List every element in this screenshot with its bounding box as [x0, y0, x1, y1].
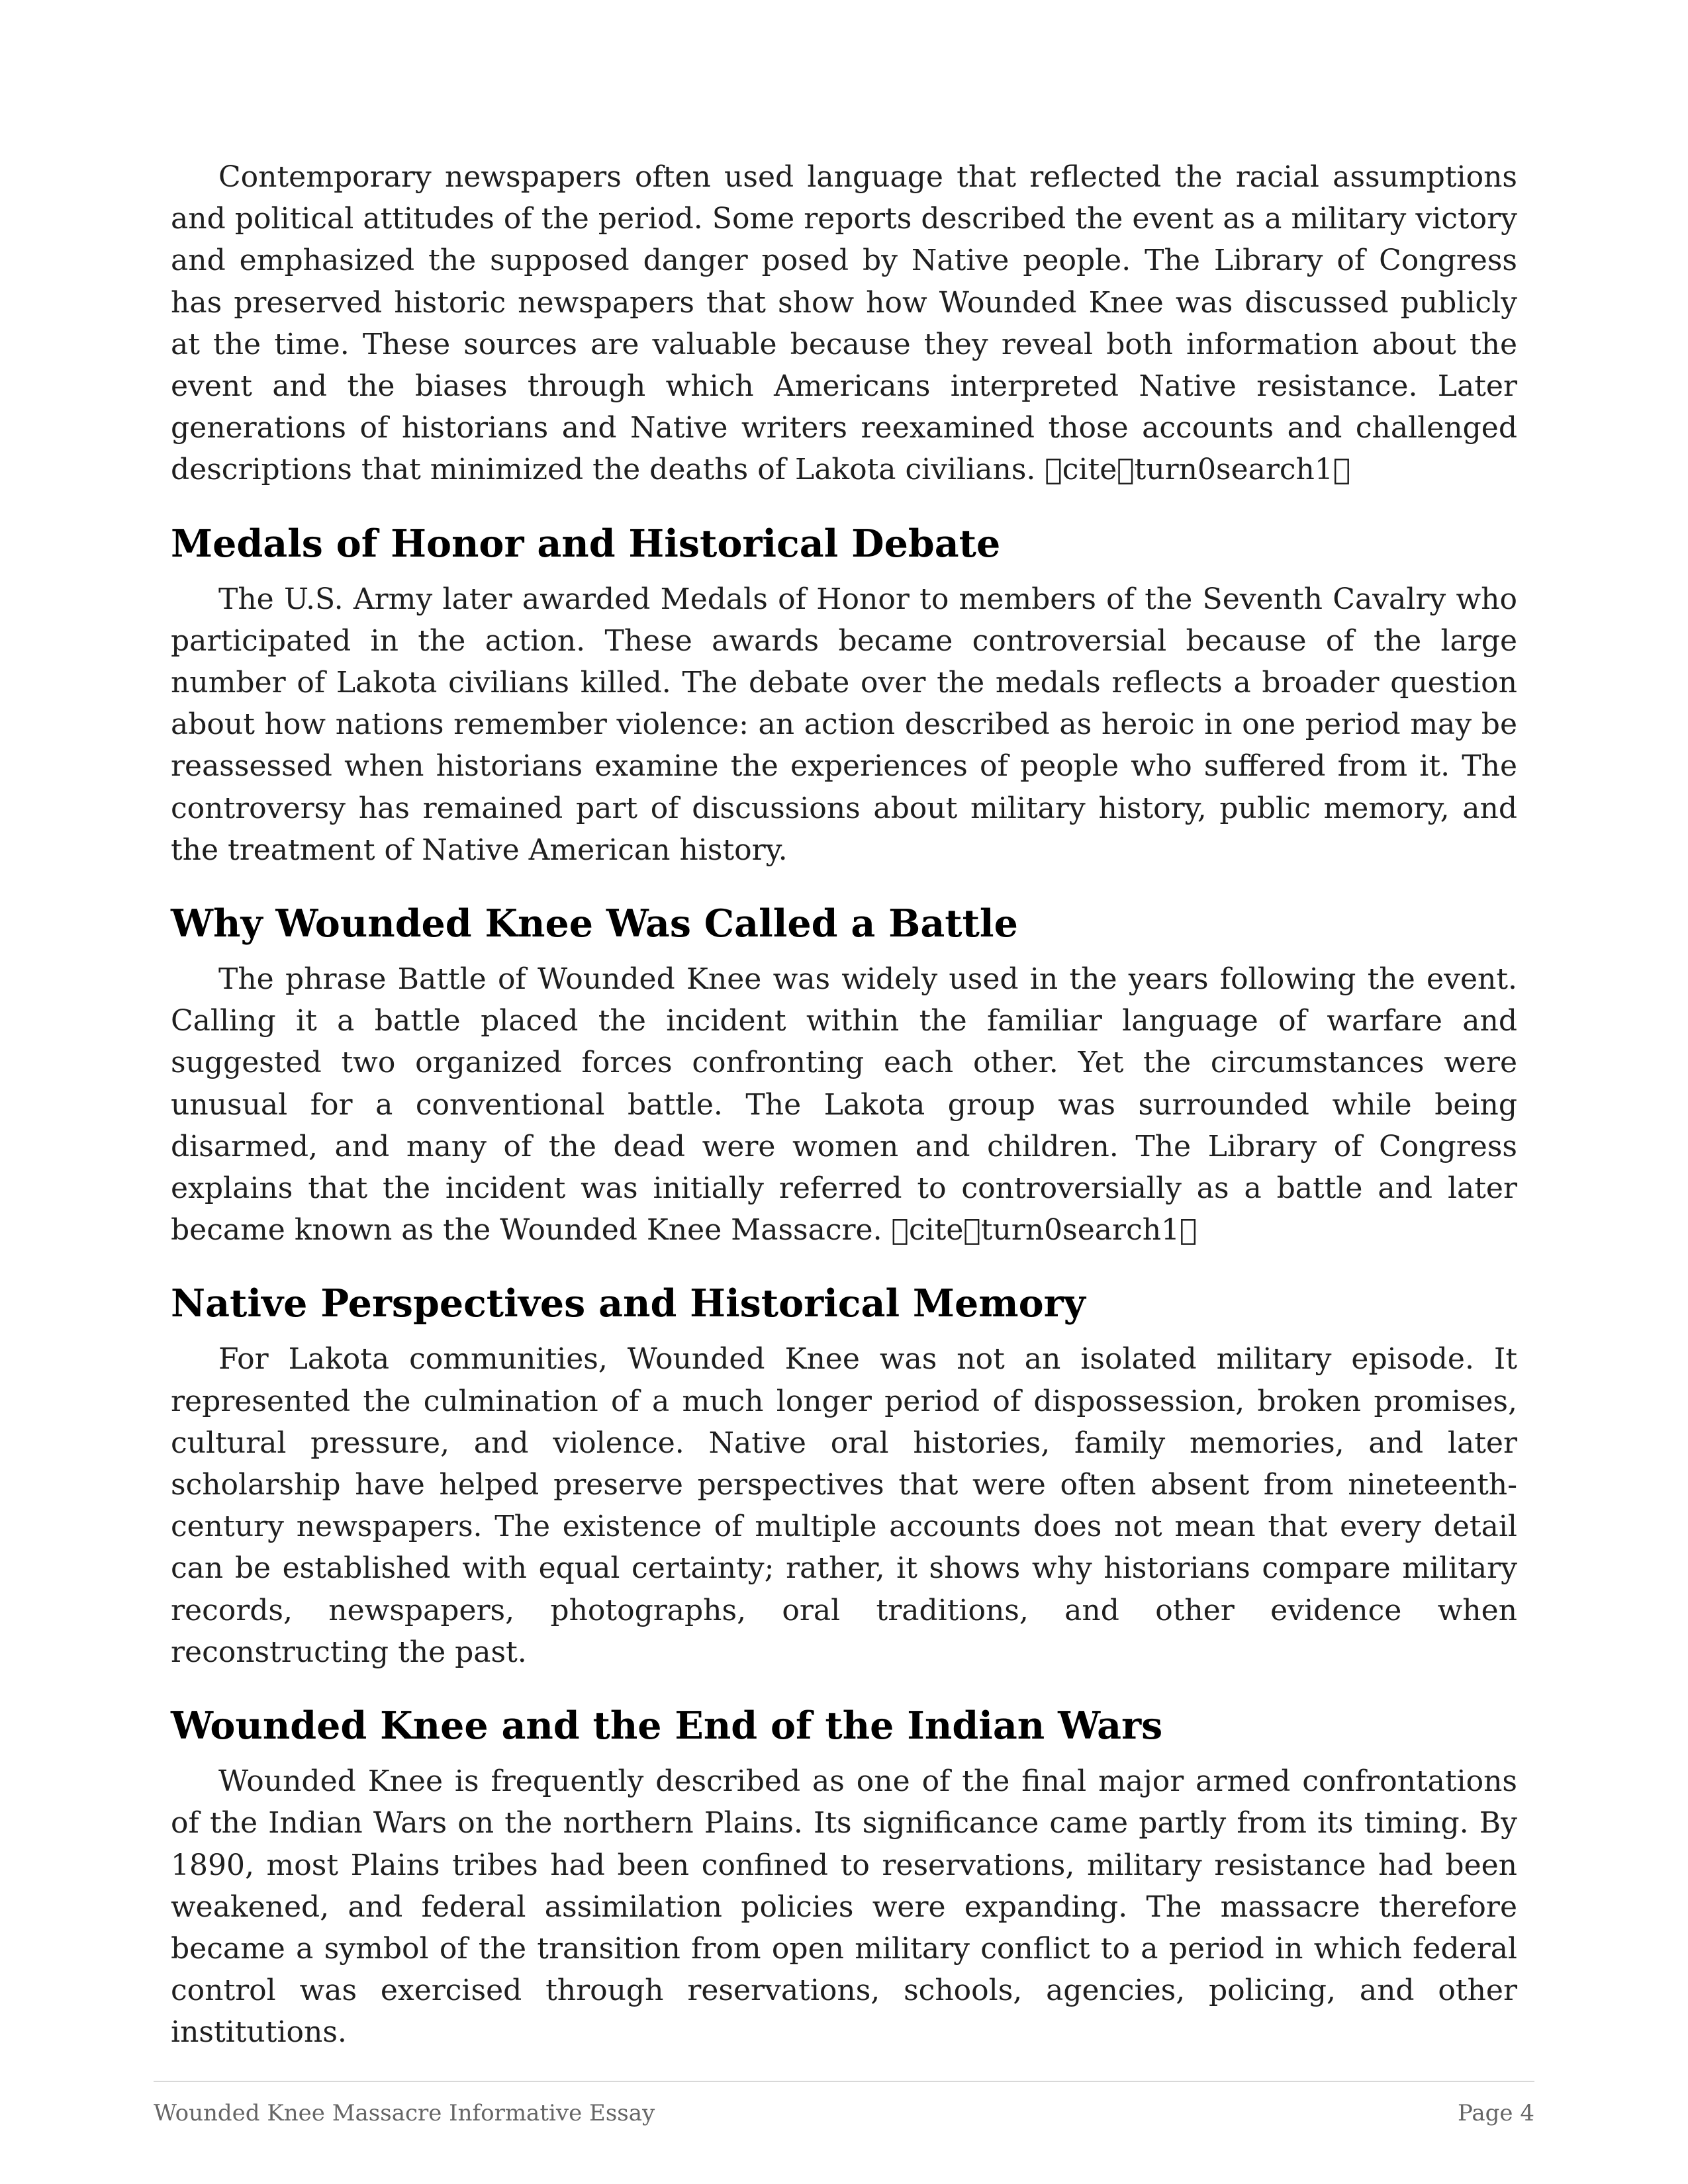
- intro-paragraph: Contemporary newspapers often used language that reflected the racial assumptions and political attitudes of the period. Some reports described the event as a military victory and emphasized the supposed danger posed by Native people. The Library of Congress has preserved historic newspapers that show how Wounded Knee was discussed publicly at the time. These sources are valuable because they reveal both information about the event and the biases through which Americans interpreted Native resistance. Later generations of historians and Native writers reexamined those accounts and challenged descriptions that minimized the deaths of Lakota civilians. cite turn0search1: [171, 160, 1517, 487]
- section-heading-native-perspectives: Native Perspectives and Historical Memory: [171, 1281, 1086, 1326]
- footer-divider: [154, 2081, 1534, 2082]
- section-paragraph-medals: The U.S. Army later awarded Medals of Honor to members of the Seventh Cavalry who participated in the action. These awards became controversial because of the large number of Lakota civilians killed. The debate over the medals reflects a broader question about how nations remember violence: an action described as heroic in one period may be reassessed when historians examine the experiences of people who suffered from it. The controversy has remained part of discussions about military history, public memory, and the treatment of Native American history.: [171, 582, 1517, 867]
- section-heading-medals: Medals of Honor and Historical Debate: [171, 521, 1001, 566]
- footer-document-title: Wounded Knee Massacre Informative Essay: [154, 2100, 655, 2126]
- section-heading-indian-wars: Wounded Knee and the End of the Indian Wars: [171, 1704, 1163, 1749]
- section-paragraph-battle-name: The phrase Battle of Wounded Knee was widely used in the years following the event. Calling it a battle placed the incident within the familiar language of warfare and suggested two organized forces confronting each other. Yet the circumstances were unusual for a conventional battle. The Lakota group was surrounded while being disarmed, and many of the dead were women and children. The Library of Congress explains that the incident was initially referred to controversially as a battle and later became known as the Wounded Knee Massacre. cite turn0search1: [171, 962, 1517, 1248]
- section-paragraph-native-perspectives: For Lakota communities, Wounded Knee was not an isolated military episode. It represented the culmination of a much longer period of dispossession, broken promises, cultural pressure, and violence. Native oral histories, family memories, and later scholarship have helped preserve perspectives that were often absent from nineteenth-century newspapers. The existence of multiple accounts does not mean that every detail can be established with equal certainty; rather, it shows why historians compare military records, newspapers, photographs, oral traditions, and other evidence when reconstructing the past.: [171, 1342, 1517, 1669]
- document-body: [171, 156, 1517, 2054]
- footer-page-number: Page 4: [1458, 2100, 1534, 2126]
- section-paragraph-indian-wars: Wounded Knee is frequently described as one of the final major armed confrontations of the Indian Wars on the northern Plains. Its significance came partly from its timing. By 1890, most Plains tribes had been confined to reservations, military resistance had been weakened, and federal assimilation policies were expanding. The massacre therefore became a symbol of the transition from open military conflict to a period in which federal control was exercised through reservations, schools, agencies, policing, and other institutions.: [171, 1764, 1517, 2050]
- section-heading-battle-name: Why Wounded Knee Was Called a Battle: [171, 901, 1018, 946]
